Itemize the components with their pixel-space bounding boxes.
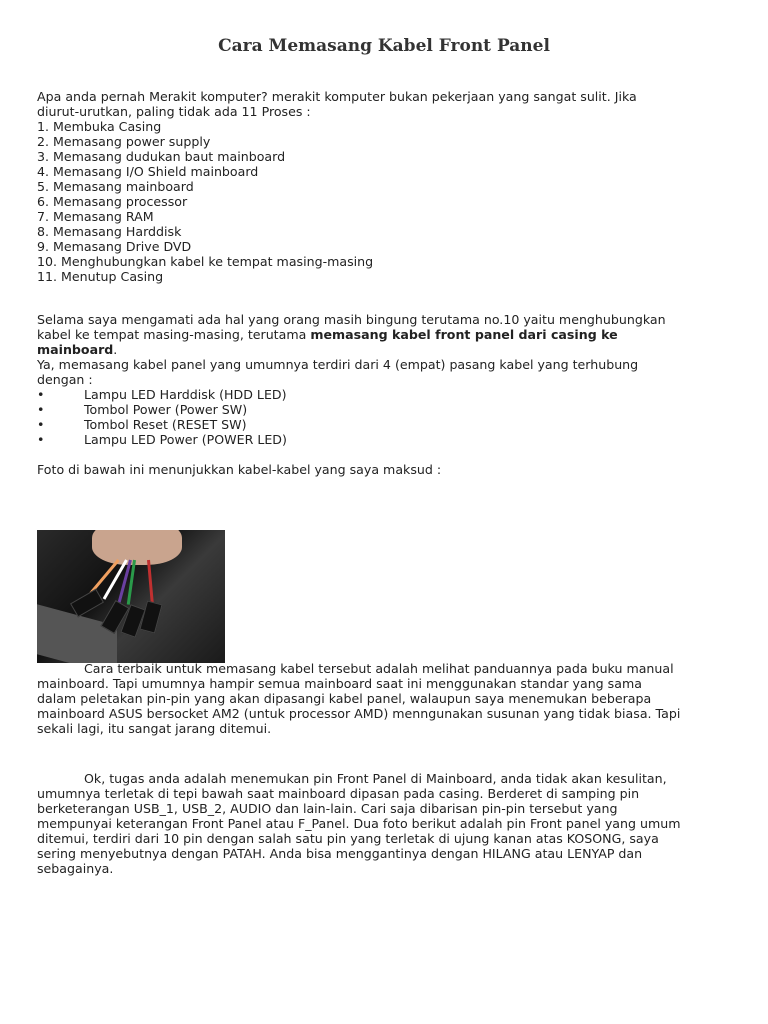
step-item: 1. Membuka Casing	[37, 119, 162, 134]
bullet-text: Tombol Power (Power SW)	[84, 402, 248, 417]
para2-text: .	[113, 342, 118, 357]
intro-line: diurut-urutkan, paling tidak ada 11 Proses :	[37, 104, 311, 119]
connector	[139, 600, 162, 633]
para3-line: mainboard. Tapi umumnya hampir semua mainboard saat ini menggunakan standar yang sama	[37, 676, 642, 691]
para2-text: kabel ke tempat masing-masing, terutama	[37, 327, 311, 342]
para4-line: mempunyai keterangan Front Panel atau F_Panel. Dua foto berikut adalah pin Front panel yang umum	[37, 816, 681, 831]
bullet-icon: •	[37, 417, 45, 432]
paragraph-4	[37, 771, 680, 876]
bullet-icon: •	[37, 402, 45, 417]
step-item: 2. Memasang power supply	[37, 134, 211, 149]
bullet-icon: •	[37, 432, 45, 447]
para4-line: berketerangan USB_1, USB_2, AUDIO dan lain-lain. Cari saja dibarisan pin-pin tersebut yang	[37, 801, 618, 816]
para4-line: ditemui, terdiri dari 10 pin dengan salah satu pin yang terletak di ujung kanan atas KOSONG, saya	[37, 831, 659, 846]
para2-line	[37, 327, 666, 342]
document-title: Cara Memasang Kabel Front Panel	[218, 36, 550, 56]
connector	[70, 589, 104, 618]
step-item: 5. Memasang mainboard	[37, 179, 194, 194]
para3-line: dalam peletakan pin-pin yang akan dipasangi kabel panel, walaupun saya menemukan beberapa	[37, 691, 652, 706]
para3-line: mainboard ASUS bersocket AM2 (untuk processor AMD) menngunakan susunan yang tidak biasa. Tapi	[37, 706, 681, 721]
bullet-text: Tombol Reset (RESET SW)	[84, 417, 247, 432]
para4-line: sering menyebutnya dengan PATAH. Anda bisa menggantinya dengan HILANG atau LENYAP dan	[37, 846, 643, 861]
para2-line: Ya, memasang kabel panel yang umumnya terdiri dari 4 (empat) pasang kabel yang terhubung	[37, 357, 639, 372]
para2-line: dengan :	[37, 372, 93, 387]
hand	[92, 530, 182, 565]
front-panel-cables-photo	[37, 530, 225, 663]
paragraph-3	[37, 661, 680, 736]
para3-line: sekali lagi, itu sangat jarang ditemui.	[37, 721, 272, 736]
para2-line	[37, 342, 666, 357]
para2-line: Selama saya mengamati ada hal yang orang masih bingung terutama no.10 yaitu menghubungkan	[37, 312, 666, 327]
para4-line: Ok, tugas anda adalah menemukan pin Front Panel di Mainboard, anda tidak akan kesulitan,	[84, 771, 667, 786]
para2-bold-text: mainboard	[37, 342, 114, 357]
step-item: 4. Memasang I/O Shield mainboard	[37, 164, 259, 179]
para4-line: sebagainya.	[37, 861, 114, 876]
bullet-item	[37, 402, 666, 417]
para2-bold-text: memasang kabel front panel dari casing ke	[310, 327, 618, 342]
photo-intro-line: Foto di bawah ini menunjukkan kabel-kabel yang saya maksud :	[37, 462, 442, 477]
bullet-item	[37, 432, 666, 447]
step-item: 11. Menutup Casing	[37, 269, 164, 284]
step-item: 7. Memasang RAM	[37, 209, 154, 224]
para3-line: Cara terbaik untuk memasang kabel tersebut adalah melihat panduannya pada buku manual	[84, 661, 674, 676]
bullet-text: Lampu LED Harddisk (HDD LED)	[84, 387, 287, 402]
bullet-item	[37, 387, 666, 402]
step-item: 6. Memasang processor	[37, 194, 188, 209]
wire	[147, 560, 154, 605]
spacer	[37, 447, 666, 462]
bullet-icon: •	[37, 387, 45, 402]
step-item: 8. Memasang Harddisk	[37, 224, 182, 239]
intro-line: Apa anda pernah Merakit komputer? merakit komputer bukan pekerjaan yang sangat sulit. Jika	[37, 89, 637, 104]
para4-line: umumnya terletak di tepi bawah saat mainboard dipasan pada casing. Berderet di samping pin	[37, 786, 640, 801]
bullet-text: Lampu LED Power (POWER LED)	[84, 432, 287, 447]
bullet-item	[37, 417, 666, 432]
intro-section	[37, 89, 637, 284]
step-item: 9. Memasang Drive DVD	[37, 239, 192, 254]
step-item: 3. Memasang dudukan baut mainboard	[37, 149, 286, 164]
paragraph-2	[37, 312, 666, 477]
step-item: 10. Menghubungkan kabel ke tempat masing-masing	[37, 254, 374, 269]
